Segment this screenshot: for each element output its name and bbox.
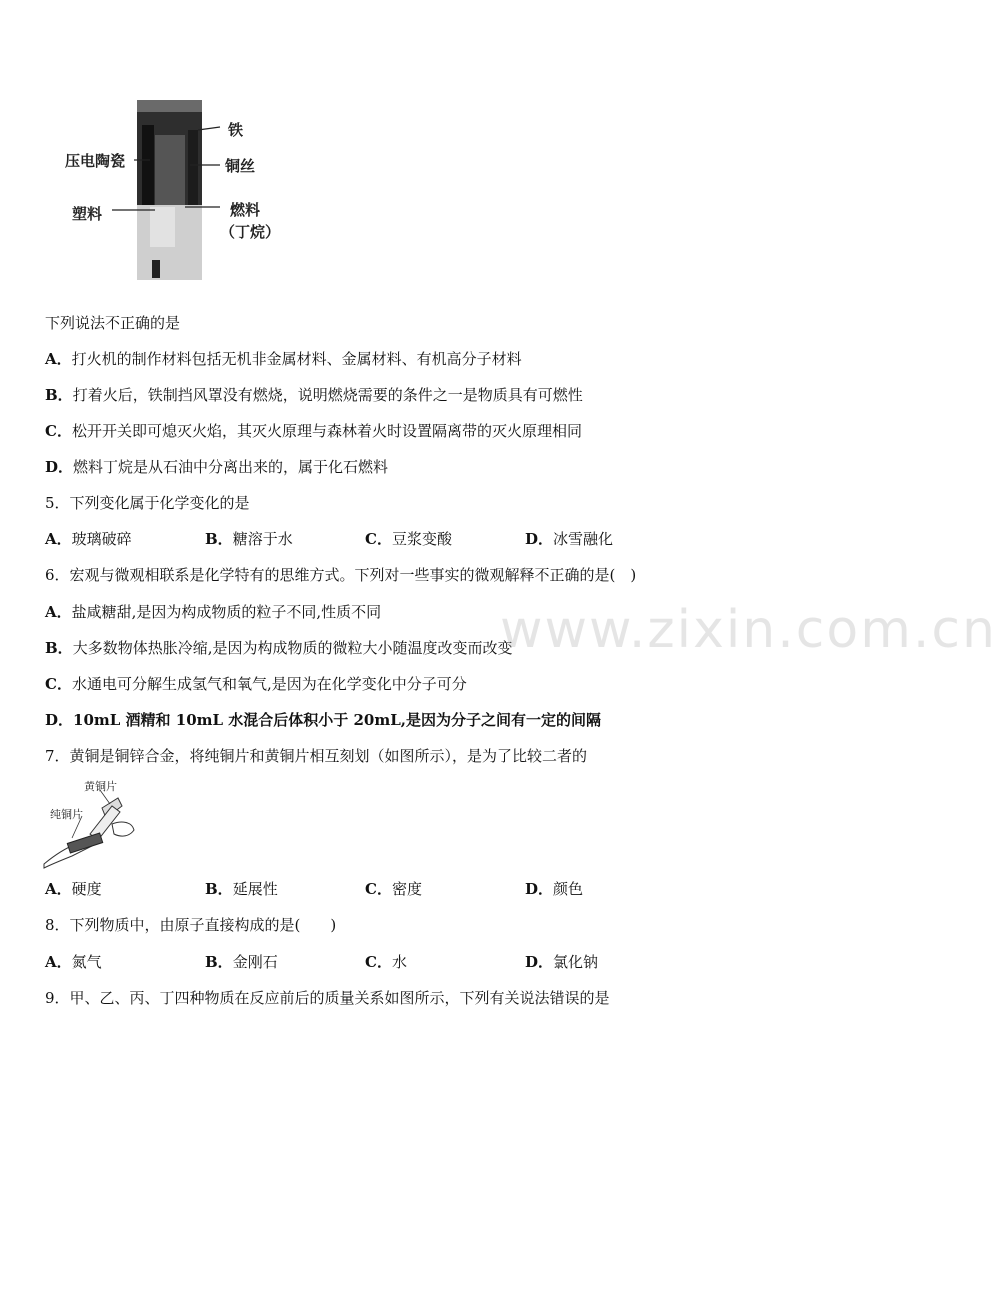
q8-option-d[interactable]: [525, 952, 598, 972]
q6-stem: 6．宏观与微观相联系是化学特有的思维方式。下列对一些事实的微观解释不正确的是( ): [45, 566, 637, 584]
q4-option-b[interactable]: [45, 385, 583, 405]
option-text: 盐咸糖甜,是因为构成物质的粒子不同,性质不同: [71, 603, 382, 621]
q8-option-b[interactable]: [205, 952, 278, 972]
label-brass: 黄铜片: [84, 780, 117, 793]
option-letter: A．: [45, 350, 72, 368]
q5-option-a[interactable]: [45, 529, 132, 549]
option-text: 氮气: [71, 953, 102, 971]
label-butane: （丁烷）: [220, 223, 281, 241]
option-text: 燃料丁烷是从石油中分离出来的，属于化石燃料: [73, 458, 389, 476]
option-text: 10mL 酒精和 10mL 水混合后体积小于 20mL,是因为分子之间有一定的间隔: [73, 711, 602, 729]
q4-option-c[interactable]: [45, 421, 582, 441]
option-text: 密度: [391, 880, 422, 898]
q6-option-b[interactable]: [45, 638, 512, 658]
option-letter: D．: [525, 880, 554, 898]
watermark: www.zixin.com.cn: [500, 600, 997, 660]
option-text: 水: [391, 953, 407, 971]
option-text: 玻璃破碎: [71, 530, 132, 548]
q8-stem: 8．下列物质中，由原子直接构成的是( ): [45, 916, 337, 934]
option-letter: B．: [205, 953, 233, 971]
option-text: 打着火后，铁制挡风罩没有燃烧，说明燃烧需要的条件之一是物质具有可燃性: [72, 386, 583, 404]
option-letter: A．: [45, 953, 72, 971]
option-text: 糖溶于水: [232, 530, 293, 548]
q7-option-c[interactable]: [365, 879, 422, 899]
option-text: 金刚石: [232, 953, 278, 971]
option-letter: B．: [45, 639, 73, 657]
option-text: 延展性: [232, 880, 278, 898]
option-text: 氯化钠: [553, 953, 599, 971]
option-text: 颜色: [553, 880, 584, 898]
option-text: 硬度: [71, 880, 102, 898]
label-pure-copper: 纯铜片: [50, 808, 83, 821]
q5-stem: 5．下列变化属于化学变化的是: [45, 494, 250, 512]
option-letter: C．: [365, 880, 392, 898]
option-letter: B．: [205, 530, 233, 548]
option-letter: C．: [365, 953, 392, 971]
q6-option-d[interactable]: [45, 710, 601, 730]
label-piezo: 压电陶瓷: [65, 152, 126, 170]
label-copper-wire: 铜丝: [225, 157, 256, 175]
option-letter: A．: [45, 530, 72, 548]
option-letter: B．: [45, 386, 73, 404]
q4-option-d[interactable]: [45, 457, 388, 477]
q7-option-b[interactable]: [205, 879, 278, 899]
option-text: 大多数物体热胀冷缩,是因为构成物质的微粒大小随温度改变而改变: [72, 639, 513, 657]
brass-figure: [42, 776, 142, 871]
option-letter: B．: [205, 880, 233, 898]
option-letter: C．: [45, 675, 72, 693]
q7-option-d[interactable]: [525, 879, 583, 899]
option-text: 水通电可分解生成氢气和氧气,是因为在化学变化中分子可分: [71, 675, 467, 693]
label-plastic: 塑料: [72, 205, 103, 223]
option-letter: D．: [45, 458, 74, 476]
option-text: 冰雪融化: [553, 530, 614, 548]
lighter-figure: [60, 95, 300, 285]
q8-option-c[interactable]: [365, 952, 407, 972]
lighter-diagram: [60, 95, 300, 285]
option-text: 打火机的制作材料包括无机非金属材料、金属材料、有机高分子材料: [71, 350, 522, 368]
q5-option-b[interactable]: [205, 529, 293, 549]
option-letter: D．: [525, 530, 554, 548]
label-fuel: 燃料: [230, 201, 261, 219]
q5-option-d[interactable]: [525, 529, 613, 549]
q4-stem: 下列说法不正确的是: [45, 314, 181, 332]
option-letter: A．: [45, 880, 72, 898]
q7-stem: 7．黄铜是铜锌合金，将纯铜片和黄铜片相互刻划（如图所示），是为了比较二者的: [45, 747, 588, 765]
q6-option-c[interactable]: [45, 674, 467, 694]
q8-option-a[interactable]: [45, 952, 102, 972]
option-letter: C．: [45, 422, 72, 440]
q5-option-c[interactable]: [365, 529, 452, 549]
option-letter: A．: [45, 603, 72, 621]
label-iron: 铁: [228, 121, 244, 139]
q9-stem: 9．甲、乙、丙、丁四种物质在反应前后的质量关系如图所示，下列有关说法错误的是: [45, 989, 610, 1007]
q7-option-a[interactable]: [45, 879, 102, 899]
option-letter: C．: [365, 530, 392, 548]
q4-option-a[interactable]: [45, 349, 522, 369]
option-text: 豆浆变酸: [391, 530, 452, 548]
option-letter: D．: [45, 711, 74, 729]
option-text: 松开开关即可熄灭火焰，其灭火原理与森林着火时设置隔离带的灭火原理相同: [71, 422, 582, 440]
q6-option-a[interactable]: [45, 602, 381, 622]
option-letter: D．: [525, 953, 554, 971]
